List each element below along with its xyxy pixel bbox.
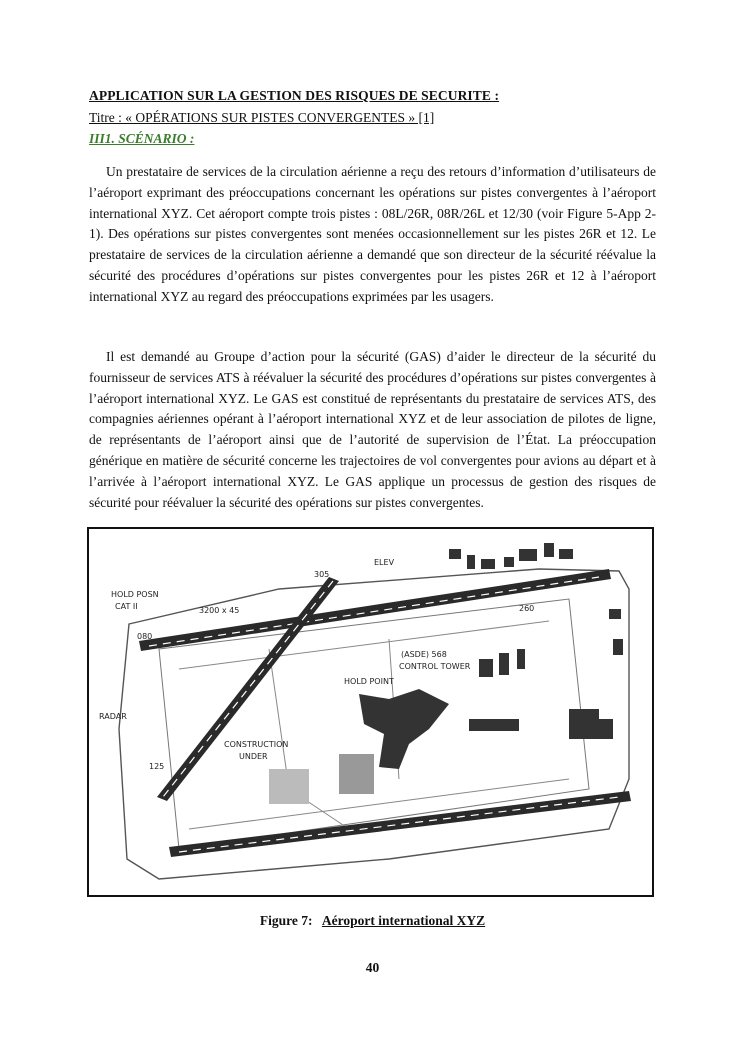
map-label-rwy-125: 125 xyxy=(149,762,165,771)
figure-title: Aéroport international XYZ xyxy=(321,913,486,928)
map-label-rwy-305: 305 xyxy=(314,570,330,579)
paragraph-scenario-2: Il est demandé au Groupe d’action pour la sécurité (GAS) d’aider le directeur de la sécurité du fournisseur de services ATS à réévaluer la sécurité des procédures d’opérations sur pistes convergentes à l’aéroport international XYZ. Le GAS est constitué de représentants du prestataire de services ATS, des compagnies aériennes opérant à l’aéroport international XYZ et de leur association de pilotes de ligne, de représentants de l’aéroport ainsi que de l’autorité de supervision de l’État. La préoccupation générique en matière de sécurité concerne les trajectoires de vol convergentes pour avions au départ et à l’arrivée à l’aéroport international XYZ. Le GAS applique un processus de gestion des risques de sécurité pour réévaluer la sécurité des opérations sur pistes convergentes. xyxy=(89,349,656,510)
airport-diagram xyxy=(87,527,654,897)
airport-map xyxy=(89,529,652,895)
figure-caption xyxy=(0,913,745,929)
building xyxy=(269,769,309,804)
map-label-radar: RADAR xyxy=(99,712,127,721)
map-label-cat2: CAT II xyxy=(115,602,138,611)
map-label-rwy-260: 260 xyxy=(519,604,535,613)
building xyxy=(469,719,519,731)
building xyxy=(339,754,374,794)
document-heading: APPLICATION SUR LA GESTION DES RISQUES DE SECURITE : xyxy=(89,88,500,103)
figure-label: Figure 7: xyxy=(259,913,313,928)
map-label-hold-posn: HOLD POSN xyxy=(111,590,159,599)
map-label-runway-dims: 3200 x 45 xyxy=(199,606,240,615)
document-subtitle: Titre : « OPÉRATIONS SUR PISTES CONVERGENTES » [1] xyxy=(89,110,435,125)
map-label-elev: ELEV xyxy=(374,558,395,567)
page-number: 40 xyxy=(365,960,380,975)
map-label-under: UNDER xyxy=(239,752,268,761)
map-label-control-tower: CONTROL TOWER xyxy=(399,662,471,671)
section-title: III1. SCÉNARIO : xyxy=(89,131,195,146)
paragraph-scenario-1: Un prestataire de services de la circulation aérienne a reçu des retours d’information d’utilisateurs de l’aéroport exprimant des préoccupations concernant les opérations sur pistes convergentes à l’aéroport international XYZ. Cet aéroport compte trois pistes : 08L/26R, 08R/26L et 12/30 (voir Figure 5-App 2-1). Des opérations sur pistes convergentes sont menées occasionnellement sur les pistes 26R et 12. Le prestataire de services de la circulation aérienne a demandé que son directeur de la sécurité réévalue la sécurité des procédures d’opérations sur pistes convergentes pour les pistes 26R et 12 à l’aéroport international XYZ au regard des préoccupations exprimées par les usagers. xyxy=(89,164,656,304)
map-label-asde: (ASDE) 568 xyxy=(401,650,447,659)
map-label-hold-point: HOLD POINT xyxy=(344,677,394,686)
map-label-rwy-080: 080 xyxy=(137,632,153,641)
map-label-construction: CONSTRUCTION xyxy=(224,740,289,749)
